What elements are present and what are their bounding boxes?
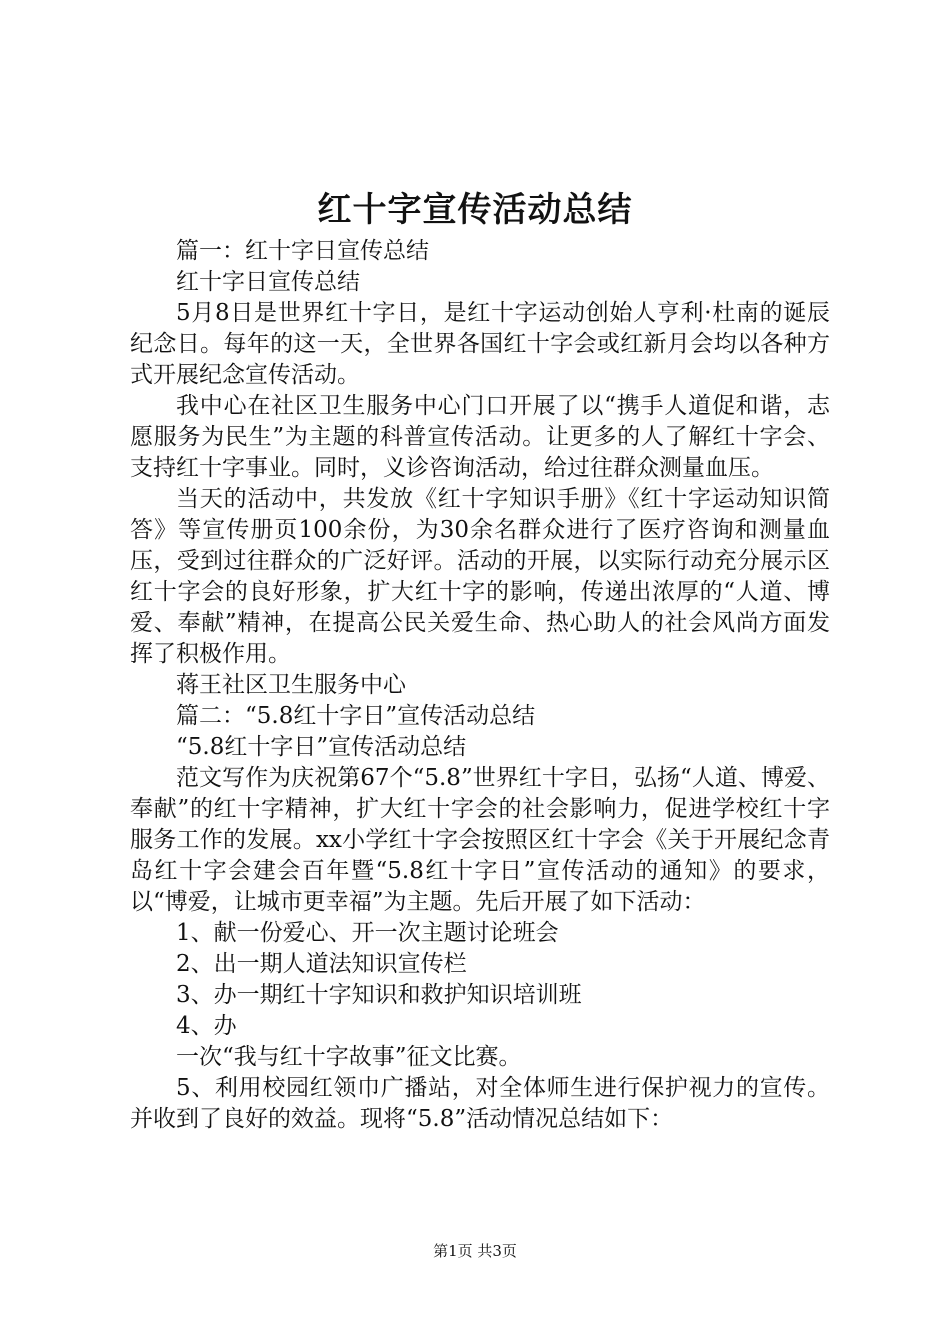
paragraph: 范文写作为庆祝第67个“5.8”世界红十字日，弘扬“人道、博爱、奉献”的红十字精神，扩大红十字会的社会影响力，促进学校红十字服务工作的发展。xx小学红十字会按照区红十字会《关于开展纪念青岛红十字会建会百年暨“5.8红十字日”宣传活动的通知》的要求，以“博爱，让城市更幸福”为主题。先后开展了如下活动： [130,765,830,915]
document-body [130,236,830,1135]
subheading-1: 红十字日宣传总结 [176,269,360,295]
paragraph: 当天的活动中，共发放《红十字知识手册》《红十字运动知识简答》等宣传册页100余份，为30余名群众进行了医疗咨询和测量血压，受到过往群众的广泛好评。活动的开展，以实际行动充分展示区红十字会的良好形象，扩大红十字的影响，传递出浓厚的“人道、博爱、奉献”精神，在提高公民关爱生命、热心助人的社会风尚方面发挥了积极作用。 [130,486,830,667]
section-heading-1: 篇一：红十字日宣传总结 [176,238,429,264]
subheading-2: “5.8红十字日”宣传活动总结 [176,734,467,760]
list-item-continuation: 一次“我与红十字故事”征文比赛。 [176,1044,522,1070]
list-item: 1、献一份爱心、开一次主题讨论班会 [176,920,559,946]
signature-line: 蒋王社区卫生服务中心 [176,672,406,698]
document-title: 红十字宣传活动总结 [317,190,633,230]
paragraph: 我中心在社区卫生服务中心门口开展了以“携手人道促和谐，志愿服务为民生”为主题的科普宣传活动。让更多的人了解红十字会、支持红十字事业。同时，义诊咨询活动，给过往群众测量血压。 [130,393,830,481]
list-item: 5、利用校园红领巾广播站，对全体师生进行保护视力的宣传。并收到了良好的效益。现将“5.8”活动情况总结如下： [130,1075,830,1132]
section-heading-2: 篇二：“5.8红十字日”宣传活动总结 [176,703,536,729]
paragraph: 5月8日是世界红十字日，是红十字运动创始人亨利·杜南的诞辰纪念日。每年的这一天，全世界各国红十字会或红新月会均以各种方式开展纪念宣传活动。 [130,300,830,388]
list-item: 2、出一期人道法知识宣传栏 [176,951,467,977]
page-footer: 第1页 共3页 [433,1242,517,1260]
list-item: 3、办一期红十字知识和救护知识培训班 [176,982,582,1008]
list-item: 4、办 [176,1013,237,1039]
